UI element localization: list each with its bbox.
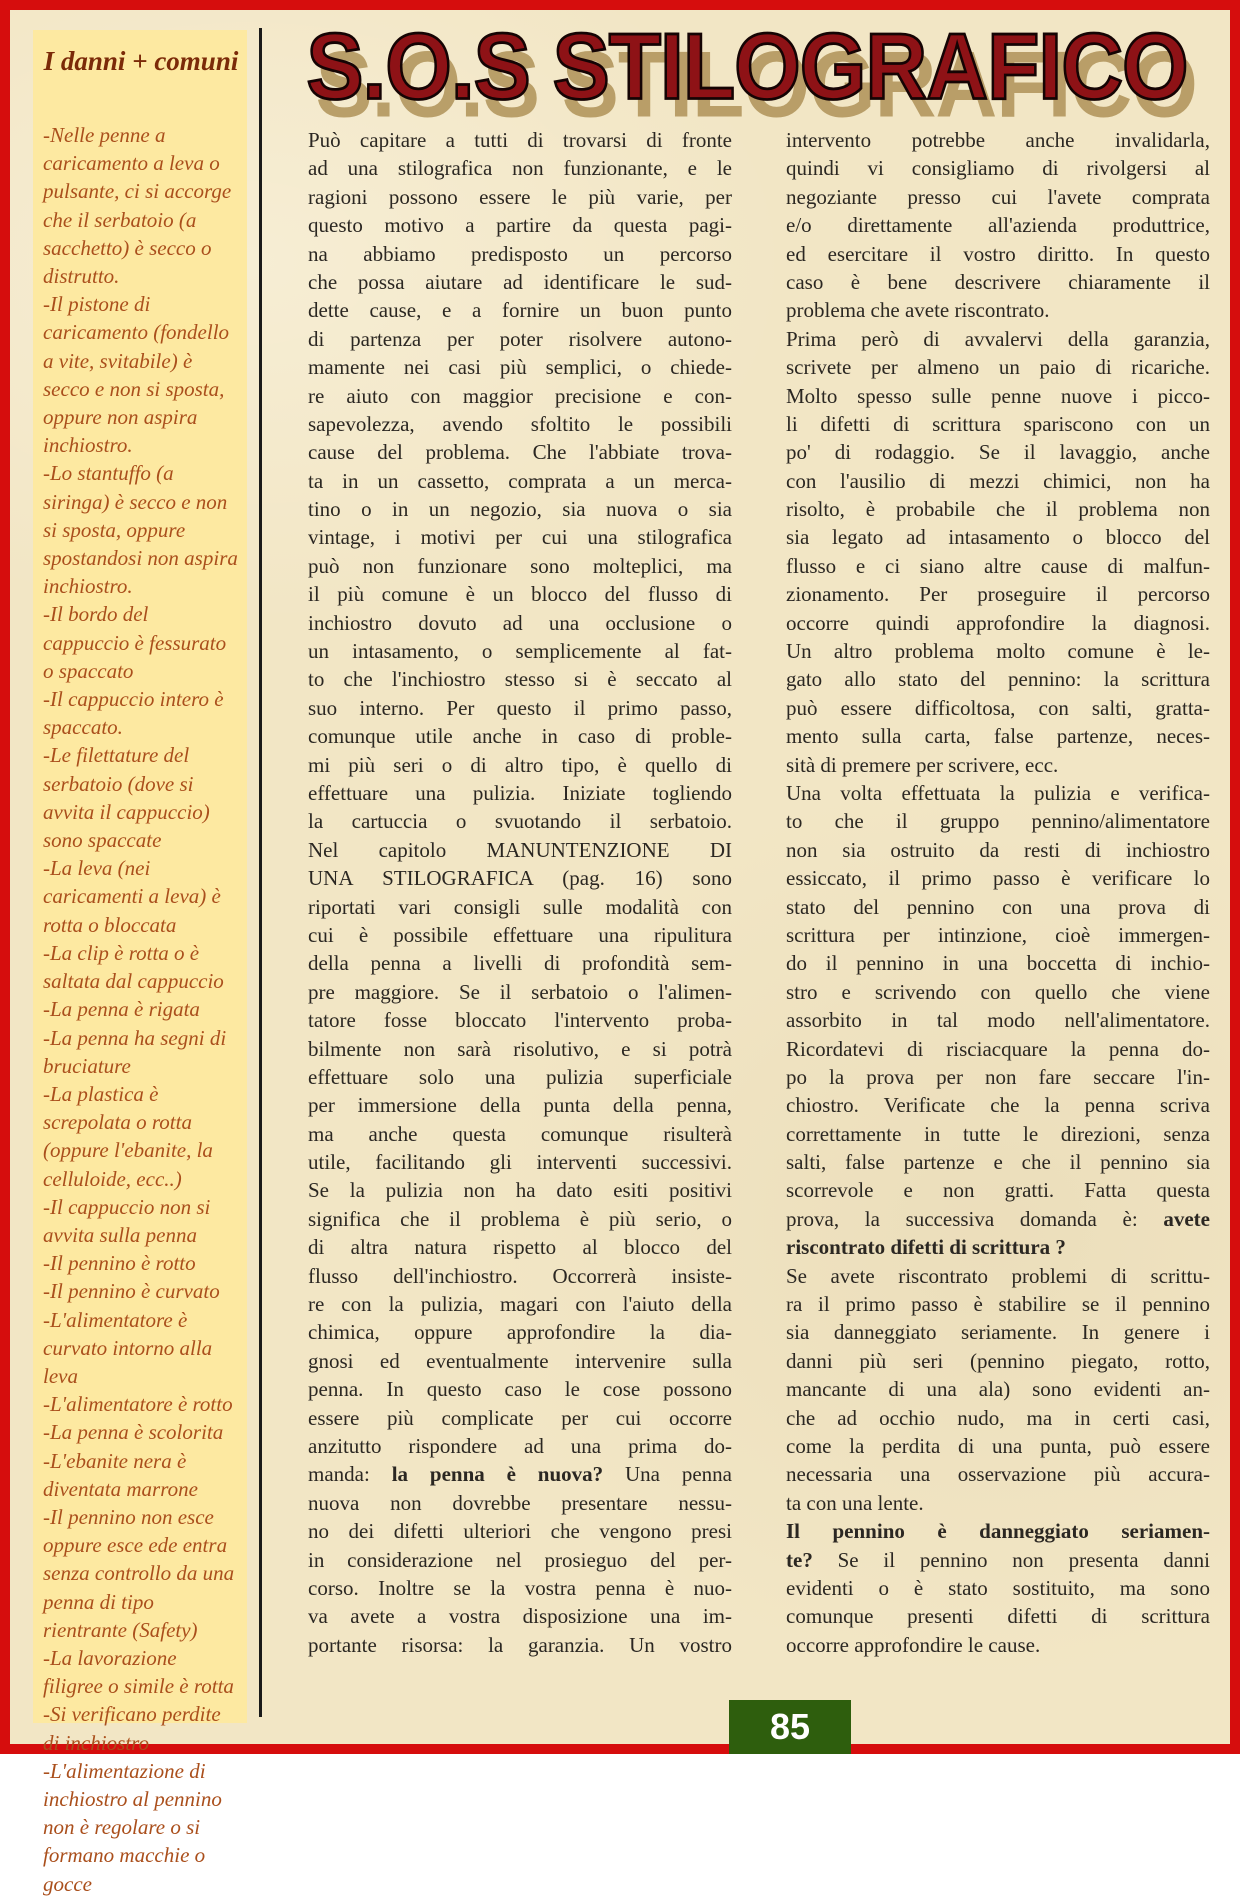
text-line: con l'ausilio di mezzi chimici, non ha <box>786 468 1210 493</box>
text-line: quindi vi consigliamo di rivolgersi al <box>786 156 1210 181</box>
text-line: danni più seri (pennino piegato, rotto, <box>786 1348 1210 1373</box>
page-title <box>272 12 1222 119</box>
text-line: effettuare solo una pulizia superficiale <box>308 1064 732 1089</box>
text-line: Un altro problema molto comune è le- <box>786 639 1210 664</box>
text-line: stato del pennino con una prova di <box>786 894 1210 919</box>
text-line: ragioni possono essere le più varie, per <box>308 184 732 209</box>
sidebar-damage-item: -L'ebanite nera è diventata marrone <box>43 1448 198 1501</box>
sidebar-damage-item: -Il pennino non esce oppure esce ede entra senza controllo da una penna di tipo rientrante (Safety) <box>43 1504 235 1642</box>
text-line: portante risorsa: la garanzia. Un vostro <box>308 1632 732 1657</box>
text-line: negoziante presso cui l'avete comprata <box>786 184 1210 209</box>
text-line: va avete a vostra disposizione una im- <box>308 1604 732 1629</box>
text-line: na abbiamo predisposto un percorso <box>308 241 732 266</box>
text-line: UNA STILOGRAFICA (pag. 16) sono <box>308 866 732 891</box>
sidebar-damage-item: -Il cappuccio intero è spaccato. <box>43 687 224 740</box>
text-line: tino o in un negozio, sia nuova o sia <box>308 497 732 522</box>
sidebar-damage-item: -L'alimentatore è curvato intorno alla leva <box>43 1307 213 1388</box>
text-line: Il pennino è danneggiato seriamen- <box>786 1519 1210 1544</box>
sidebar-damage-item: -L'alimentazione di inchiostro al pennino non è regolare o si formano macchie o gocce <box>43 1758 222 1896</box>
text-line: per immersione della punta della penna, <box>308 1093 732 1118</box>
text-line: re aiuto con maggior precisione e con- <box>308 383 732 408</box>
text-line: corso. Inoltre se la vostra penna è nuo- <box>308 1575 732 1600</box>
text-line: vintage, i motivi per cui una stilografica <box>308 525 732 550</box>
text-line: la cartuccia o svuotando il serbatoio. <box>308 809 732 834</box>
sidebar-damage-item: -L'alimentatore è rotto <box>43 1392 233 1417</box>
text-line: riscontrato difetti di scrittura ? <box>786 1235 1066 1260</box>
sidebar-damage-item: -La clip è rotta o è saltata dal cappuccio <box>43 940 224 994</box>
vertical-divider <box>259 28 262 1717</box>
text-line: ra il primo passo è stabilire se il pennino <box>786 1292 1210 1317</box>
text-line: sità di premere per scrivere, ecc. <box>786 752 1059 777</box>
text-line: evidenti o è stato sostituito, ma sono <box>786 1575 1210 1600</box>
sidebar-damage-item: -Si verificano perdite di inchiostro <box>43 1702 221 1755</box>
text-line: sia danneggiato seriamente. In genere i <box>786 1320 1210 1345</box>
text-line: caso è bene descrivere chiaramente il <box>786 269 1210 294</box>
sidebar-damage-item: -Il bordo del cappuccio è fessurato o spaccato <box>43 602 227 683</box>
text-line: un intasamento, o semplicemente al fat- <box>308 639 732 664</box>
text-line: scrivete per almeno un paio di ricariche. <box>786 355 1210 380</box>
text-line: inchiostro dovuto ad una occlusione o <box>308 610 732 635</box>
text-line: penna. In questo caso le cose possono <box>308 1377 732 1402</box>
text-line: utile, facilitando gli interventi successivi. <box>308 1150 732 1175</box>
text-line: occorre approfondire le cause. <box>786 1632 1041 1657</box>
text-line: flusso dell'inchiostro. Occorrerà insiste- <box>308 1263 732 1288</box>
text-line: bilmente non sarà risolutivo, e si potrà <box>308 1036 732 1061</box>
text-line: intervento potrebbe anche invalidarla, <box>786 128 1210 152</box>
text-line: correttamente in tutte le direzioni, senza <box>786 1121 1210 1146</box>
text-line: Una volta effettuata la pulizia e verifica- <box>786 780 1210 805</box>
text-line: flusso e ci siano altre cause di malfun- <box>786 553 1210 578</box>
text-line: Può capitare a tutti di trovarsi di fronte <box>308 128 732 152</box>
text-line: che possa aiutare ad identificare le sud- <box>308 269 732 294</box>
page-title-text: S.O.S STILOGRAFICO <box>306 12 1188 119</box>
text-line: suo interno. Per questo il primo passo, <box>308 695 732 720</box>
text-line: della penna a livelli di profondità sem- <box>308 951 732 976</box>
sidebar-damage-item: -La plastica è screpolata o rotta (oppure l'ebanite, la celluloide, ecc..) <box>43 1081 213 1191</box>
text-line: anzitutto rispondere ad una prima do- <box>308 1433 732 1458</box>
text-line: ed esercitare il vostro diritto. In questo <box>786 241 1210 266</box>
text-line: necessaria una osservazione più accura- <box>786 1462 1210 1487</box>
sidebar-damage-item: -La penna ha segni di bruciature <box>43 1025 227 1078</box>
sidebar-damage-item: -Nelle penne a caricamento a leva o pulsante, ci si accorge che il serbatoio (a sacchetto) è secco o distrutto. <box>43 123 232 289</box>
text-line: mento sulla carta, false partenze, neces- <box>786 724 1210 749</box>
text-line: scorrevole e non gratti. Fatta questa <box>786 1178 1210 1203</box>
text-line: come la perdita di una punta, può essere <box>786 1433 1210 1458</box>
text-line: manda: la penna è nuova? Una penna <box>308 1462 733 1487</box>
sidebar-damage-item: -La lavorazione filigree o simile è rotta <box>43 1645 234 1699</box>
text-line: mancante di una ala) sono evidenti an- <box>786 1377 1210 1402</box>
sidebar-damage-item: -La leva (nei caricamenti a leva) è rotta o bloccata <box>43 856 221 937</box>
text-line: e/o direttamente all'azienda produttrice, <box>786 213 1210 238</box>
sidebar-damage-item: -La penna è scolorita <box>43 1420 224 1445</box>
text-line: chimica, oppure approfondire la dia- <box>308 1320 732 1345</box>
sidebar-title: I danni + comuni <box>43 46 239 76</box>
page-number: 85 <box>769 1706 811 1747</box>
text-line: comunque presenti difetti di scrittura <box>786 1604 1210 1629</box>
text-line: po la prova per non fare seccare l'in- <box>786 1064 1210 1089</box>
text-line: occorre quindi approfondire la diagnosi. <box>786 610 1210 635</box>
text-line: effettuare una pulizia. Iniziate togliendo <box>308 780 732 805</box>
text-line: Prima però di avvalervi della garanzia, <box>786 326 1210 351</box>
text-line: to che l'inchiostro stesso si è seccato al <box>308 667 732 692</box>
text-line: assorbito in tal modo nell'alimentatore. <box>786 1008 1210 1033</box>
text-line: Se avete riscontrato problemi di scrittu- <box>786 1263 1210 1288</box>
text-line: riportati vari consigli sulle modalità con <box>308 894 732 919</box>
text-line: Se la pulizia non ha dato esiti positivi <box>308 1178 732 1203</box>
text-line: stro e scrivendo con quello che viene <box>786 979 1210 1004</box>
text-line: ta con una lente. <box>786 1490 924 1515</box>
text-line: gato allo stato del pennino: la scrittura <box>786 667 1210 692</box>
text-line: essere più complicate per cui occorre <box>308 1405 732 1430</box>
text-line: in considerazione nel prosieguo del per- <box>308 1547 732 1572</box>
sidebar-damage-item: -Le filettature del serbatoio (dove si avvita il cappuccio) sono spaccate <box>43 743 210 853</box>
article-column-1 <box>308 126 732 1659</box>
text-line: zionamento. Per proseguire il percorso <box>786 582 1210 607</box>
text-line: mi più seri o di altro tipo, è quello di <box>308 752 732 777</box>
text-line: Molto spesso sulle penne nuove i picco- <box>786 383 1210 408</box>
text-line: chiostro. Verificate che la penna scriva <box>786 1093 1210 1118</box>
text-line: può non funzionare sono molteplici, ma <box>308 553 732 578</box>
text-line: il più comune è un blocco del flusso di <box>308 582 732 607</box>
sidebar-damage-list <box>43 121 239 1898</box>
sidebar-damage-item: -La penna è rigata <box>43 997 200 1022</box>
text-line: cause del problema. Che l'abbiate trova- <box>308 440 732 465</box>
text-line: gnosi ed eventualmente intervenire sulla <box>308 1348 732 1373</box>
text-line: scrittura per intinzione, cioè immergen- <box>786 922 1210 947</box>
text-line: questo motivo a partire da questa pagi- <box>308 213 732 238</box>
text-line: pre maggiore. Se il serbatoio o l'alimen- <box>308 979 732 1004</box>
article-column-2 <box>786 126 1210 1659</box>
sidebar-damage-item: -Il pistone di caricamento (fondello a vite, svitabile) è secco e non si sposta, oppure non aspira inchiostro. <box>43 292 230 458</box>
text-line: re con la pulizia, magari con l'aiuto della <box>308 1292 732 1317</box>
text-line: essiccato, il primo passo è verificare lo <box>786 866 1210 891</box>
sidebar-damage-item: -Il pennino è curvato <box>43 1279 220 1304</box>
text-line: prova, la successiva domanda è: avete <box>786 1206 1210 1231</box>
text-line: te? Se il pennino non presenta danni <box>786 1547 1210 1572</box>
text-line: risolto, è probabile che il problema non <box>786 497 1210 522</box>
text-line: ad una stilografica non funzionante, e le <box>308 156 732 181</box>
text-line: mamente nei casi più semplici, o chiede- <box>308 355 732 380</box>
text-line: ma anche questa comunque risulterà <box>308 1121 732 1146</box>
common-damages-sidebar <box>33 30 247 1896</box>
text-line: cui è possibile effettuare una ripulitura <box>308 922 732 947</box>
page-number-badge <box>729 1700 851 1754</box>
sidebar-damage-item: -Il pennino è rotto <box>43 1251 196 1276</box>
text-line: no dei difetti ulteriori che vengono presi <box>308 1519 732 1544</box>
text-line: dette cause, e a fornire un buon punto <box>308 298 732 323</box>
sidebar-damage-item: -Il cappuccio non si avvita sulla penna <box>43 1194 211 1247</box>
text-line: sapevolezza, avendo sfoltito le possibili <box>308 411 732 436</box>
text-line: nuova non dovrebbe presentare nessu- <box>308 1490 732 1515</box>
text-line: che ad occhio nudo, ma in certi casi, <box>786 1405 1210 1430</box>
text-line: Nel capitolo MANUNTENZIONE DI <box>308 837 732 862</box>
sidebar-damage-item: -Lo stantuffo (a siringa) è secco e non si sposta, oppure spostandosi non aspira inchiostro. <box>43 461 238 599</box>
text-line: sia legato ad intasamento o blocco del <box>786 525 1210 550</box>
text-line: di partenza per poter risolvere autono- <box>308 326 732 351</box>
text-line: to che il gruppo pennino/alimentatore <box>786 809 1210 834</box>
text-line: di altra natura rispetto al blocco del <box>308 1235 732 1260</box>
text-line: salti, false partenze e che il pennino sia <box>786 1150 1210 1175</box>
text-line: tatore fosse bloccato l'intervento proba- <box>308 1008 732 1033</box>
text-line: non sia ostruito da resti di inchiostro <box>786 837 1210 862</box>
text-line: Ricordatevi di risciacquare la penna do- <box>786 1036 1210 1061</box>
text-line: li difetti di scrittura spariscono con un <box>786 411 1210 436</box>
text-line: può essere difficoltosa, con salti, gratta- <box>786 695 1210 720</box>
text-line: problema che avete riscontrato. <box>786 298 1050 323</box>
text-line: comunque utile anche in caso di proble- <box>308 724 732 749</box>
text-line: ta in un cassetto, comprata a un merca- <box>308 468 732 493</box>
text-line: do il pennino in una boccetta di inchio- <box>786 951 1210 976</box>
text-line: significa che il problema è più serio, o <box>308 1206 732 1231</box>
text-line: po' di rodaggio. Se il lavaggio, anche <box>786 440 1210 465</box>
